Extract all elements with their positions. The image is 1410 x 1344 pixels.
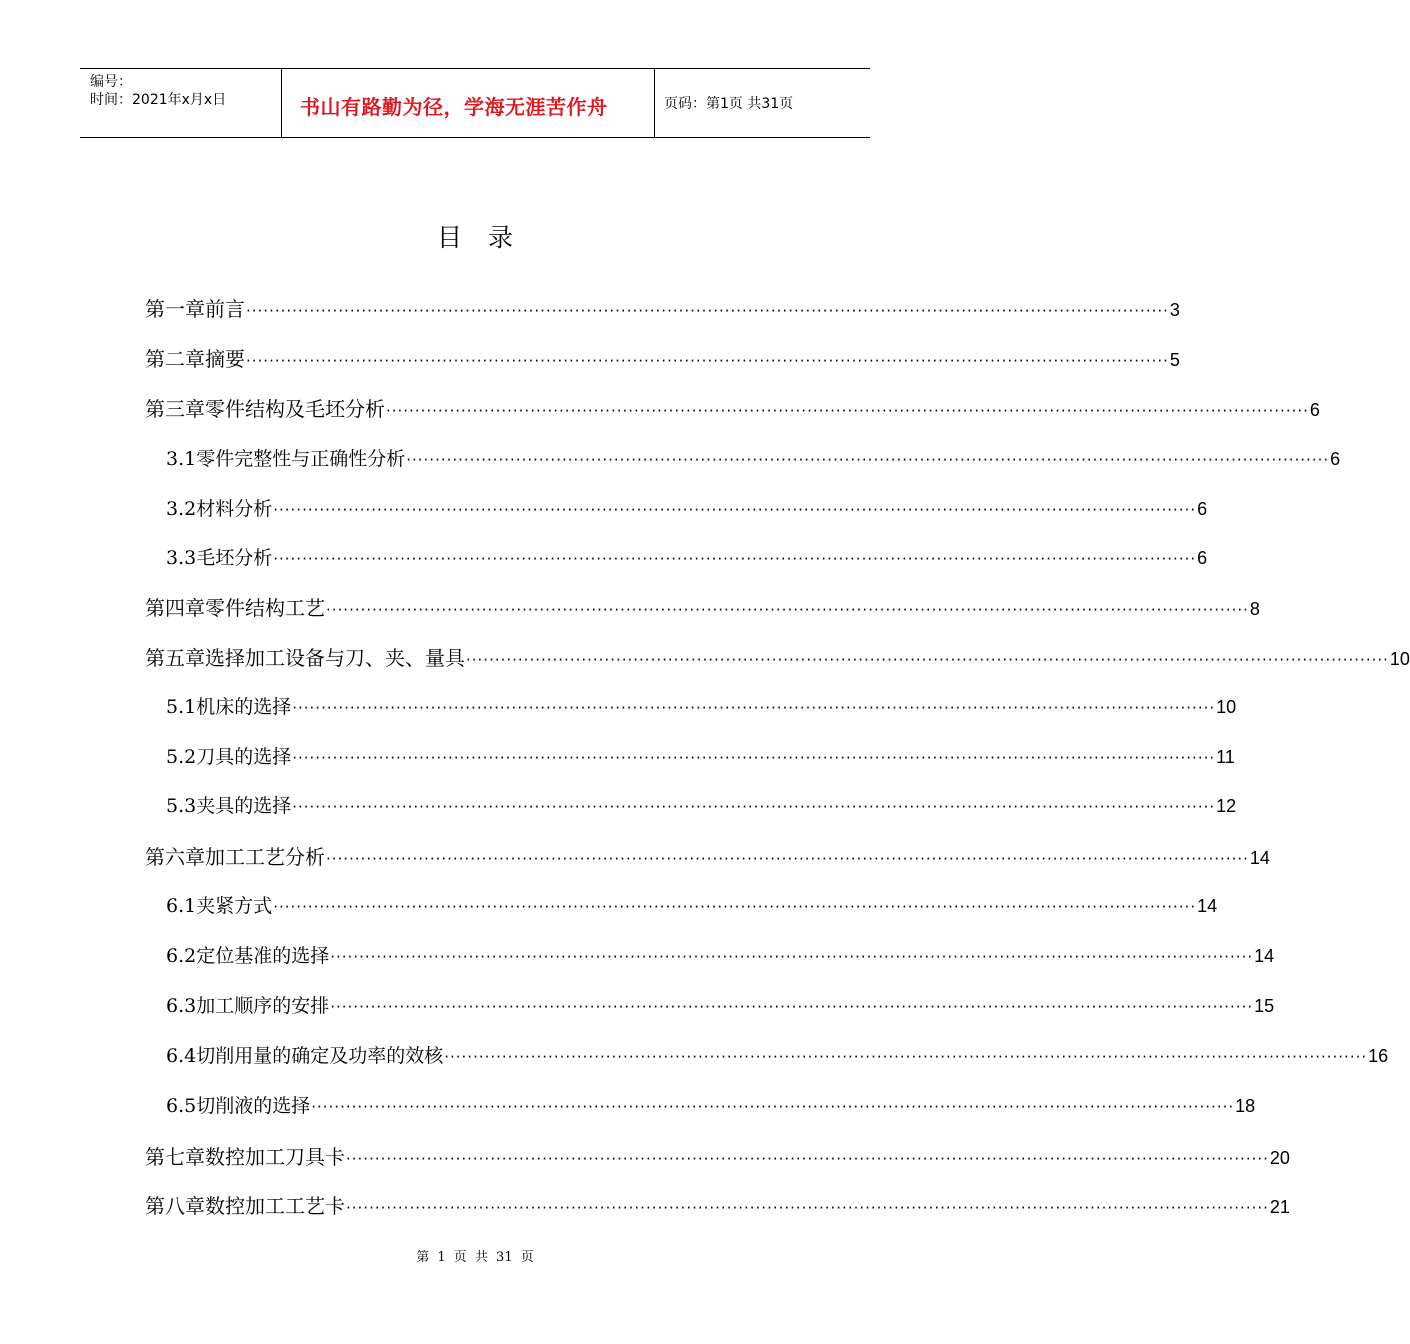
toc-leader-dots: ································································································································································ [292,798,1216,816]
toc-page-number: 5 [1169,350,1180,370]
toc-leader-dots: ································································································································································ [326,850,1249,868]
toc-page-number: 11 [1216,747,1235,767]
toc-number: 5.2 [166,746,197,768]
toc-page-number: 14 [1197,896,1218,916]
toc-number: 3.2 [166,498,197,520]
toc-label: 机床的选择 [196,696,292,718]
toc-section-row[interactable] [166,742,1235,772]
toc-leader-dots: ································································································································································ [330,948,1254,966]
toc-label: 摘要 [205,347,245,371]
toc-number: 3.3 [166,547,197,569]
toc-page-number: 3 [1169,300,1180,320]
toc-label: 切削液的选择 [196,1095,311,1117]
toc-section-row[interactable] [166,791,1237,821]
toc-number: 第六章 [145,845,205,869]
toc-label: 材料分析 [196,498,273,520]
toc-page-number: 21 [1269,1197,1290,1217]
toc-number: 第一章 [145,297,205,321]
number-label: 编号： [90,74,132,90]
toc-page-number: 20 [1269,1148,1290,1168]
toc-label: 选择加工设备与刀、夹、量具 [205,646,465,670]
toc-number: 6.5 [166,1095,197,1117]
toc-leader-dots: ································································································································································ [466,651,1389,669]
toc-page-number: 6 [1309,400,1320,420]
toc-label: 零件结构及毛坯分析 [205,397,385,421]
toc-section-row[interactable] [166,1091,1256,1121]
toc-leader-dots: ································································································································································ [246,352,1169,370]
toc-section-row[interactable] [166,543,1208,573]
toc-number: 5.1 [166,696,197,718]
toc-page-number: 6 [1197,548,1208,568]
toc-leader-dots: ································································································································································ [346,1199,1269,1217]
toc-chapter-row[interactable] [145,841,1270,871]
toc-number: 6.2 [166,945,197,967]
toc-leader-dots: ································································································································································ [406,451,1330,469]
toc-number: 6.1 [166,895,197,917]
toc-chapter-row[interactable] [145,343,1180,373]
toc-number: 3.1 [166,448,197,470]
page-header [80,68,870,138]
toc-number: 第五章 [145,646,205,670]
toc-chapter-row[interactable] [145,592,1260,622]
toc-chapter-row[interactable] [145,293,1180,323]
toc-number: 第二章 [145,347,205,371]
toc-label: 毛坯分析 [196,547,273,569]
header-left-cell [80,69,282,137]
toc-leader-dots: ································································································································································ [330,998,1254,1016]
toc-label: 零件结构工艺 [205,596,325,620]
toc-chapter-row[interactable] [145,642,1410,672]
toc-title: 目录 [436,223,539,252]
toc-number: 6.3 [166,995,197,1017]
toc-label: 数控加工刀具卡 [205,1145,345,1169]
toc-section-row[interactable] [166,941,1275,971]
toc-page-number: 12 [1216,796,1237,816]
toc-label: 零件完整性与正确性分析 [196,448,406,470]
toc-leader-dots: ································································································································································ [311,1098,1235,1116]
toc-leader-dots: ································································································································································ [292,749,1216,767]
toc-section-row[interactable] [166,891,1218,921]
toc-chapter-row[interactable] [145,1141,1290,1171]
toc-label: 夹具的选择 [196,795,292,817]
toc-chapter-row[interactable] [145,393,1320,423]
toc-chapter-row[interactable] [145,1190,1290,1220]
header-motto-cell [282,69,655,137]
toc-number: 第三章 [145,397,205,421]
toc-number: 第四章 [145,596,205,620]
toc-label: 前言 [205,297,245,321]
toc-leader-dots: ································································································································································ [444,1048,1368,1066]
toc-number: 第七章 [145,1145,205,1169]
toc-label: 刀具的选择 [196,746,292,768]
toc-page-number: 14 [1254,946,1275,966]
toc-page-number: 14 [1249,848,1270,868]
toc-leader-dots: ································································································································································ [346,1150,1269,1168]
toc-page-number: 18 [1235,1096,1256,1116]
toc-page-number: 15 [1254,996,1275,1016]
page-info: 页码：第1页 共31页 [664,96,794,112]
toc-section-row[interactable] [166,444,1341,474]
toc-leader-dots: ································································································································································ [273,501,1197,519]
toc-leader-dots: ································································································································································ [246,302,1169,320]
toc-label: 定位基准的选择 [196,945,330,967]
toc-page-number: 8 [1249,599,1260,619]
toc-label: 加工顺序的安排 [196,995,330,1017]
toc-label: 夹紧方式 [196,895,273,917]
toc-leader-dots: ································································································································································ [386,402,1309,420]
toc-leader-dots: ································································································································································ [273,898,1197,916]
toc-leader-dots: ································································································································································ [273,550,1197,568]
toc-page-number: 6 [1330,449,1341,469]
toc-number: 第八章 [145,1194,205,1218]
toc-page-number: 6 [1197,499,1208,519]
toc-number: 6.4 [166,1045,197,1067]
toc-leader-dots: ································································································································································ [292,699,1216,717]
motto-text: 书山有路勤为径，学海无涯苦作舟 [300,95,608,119]
toc-page-number: 10 [1389,649,1410,669]
toc-page-number: 10 [1216,697,1237,717]
toc-leader-dots: ································································································································································ [326,601,1249,619]
toc-section-row[interactable] [166,692,1237,722]
page-footer: 第 1 页 共 31 页 [416,1250,534,1265]
toc-section-row[interactable] [166,1041,1389,1071]
toc-label: 切削用量的确定及功率的效核 [196,1045,444,1067]
toc-page-number: 16 [1368,1046,1389,1066]
toc-label: 加工工艺分析 [205,845,325,869]
toc-section-row[interactable] [166,991,1275,1021]
toc-section-row[interactable] [166,494,1208,524]
toc-label: 数控加工工艺卡 [205,1194,345,1218]
toc-number: 5.3 [166,795,197,817]
time-label: 时间：2021年x月x日 [90,92,227,108]
